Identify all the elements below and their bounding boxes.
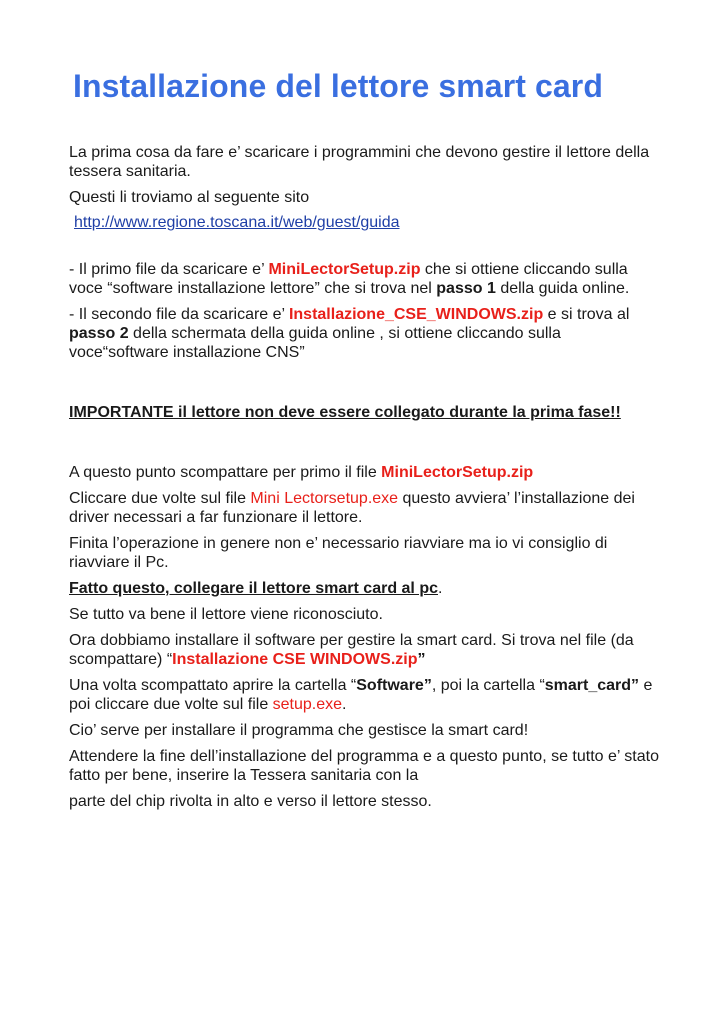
guide-link[interactable]: http://www.regione.toscana.it/web/guest/guida <box>74 214 400 231</box>
intro-paragraph: La prima cosa da fare e’ scaricare i programmini che devono gestire il lettore della tessera sanitaria. <box>69 144 650 180</box>
run-setup-paragraph: Cliccare due volte sul file Mini Lectorsetup.exe questo avviera’ l’installazione dei driver necessari a far funzionare il lettore. <box>69 490 635 526</box>
chip-orientation-paragraph: parte del chip rivolta in alto e verso il lettore stesso. <box>69 793 432 810</box>
guide-link-paragraph <box>69 213 661 232</box>
important-warning: IMPORTANTE il lettore non deve essere collegato durante la prima fase!! <box>69 404 621 421</box>
first-file-name: MiniLectorSetup.zip <box>268 261 421 278</box>
second-file-paragraph: - Il secondo file da scaricare e’ Installazione_CSE_WINDOWS.zip e si trova al passo 2 della schermata della guida online , si ottiene cliccando sulla voce“software installazione CNS” <box>69 306 630 361</box>
site-intro-paragraph: Questi li troviamo al seguente sito <box>69 189 310 206</box>
first-file-paragraph: - Il primo file da scaricare e’ MiniLectorSetup.zip che si ottiene cliccando sulla voce “software installazione lettore” che si trova nel passo 1 della guida online. <box>69 261 630 297</box>
install-software-paragraph: Ora dobbiamo installare il software per gestire la smart card. Si trova nel file (da scompattare) “Installazione CSE WINDOWS.zip” <box>69 632 634 668</box>
unzip-paragraph: A questo punto scompattare per primo il file MiniLectorSetup.zip <box>69 464 534 481</box>
setup-file-name: Mini Lectorsetup.exe <box>250 490 399 507</box>
document-body <box>69 143 661 811</box>
restart-paragraph: Finita l’operazione in genere non e’ necessario riavviare ma io vi consiglio di riavviare il Pc. <box>69 535 608 571</box>
open-folder-paragraph: Una volta scompattato aprire la cartella “Software”, poi la cartella “smart_card” e poi cliccare due volte sul file setup.exe. <box>69 677 653 713</box>
purpose-paragraph: Cio’ serve per installare il programma che gestisce la smart card! <box>69 722 529 739</box>
page-title: Installazione del lettore smart card <box>73 68 603 104</box>
software-file-name: Installazione CSE WINDOWS.zip <box>172 651 418 668</box>
unzip-file-name: MiniLectorSetup.zip <box>381 464 534 481</box>
connect-reader-paragraph: Fatto questo, collegare il lettore smart card al pc. <box>69 580 443 597</box>
setup-exe-name: setup.exe <box>272 696 343 713</box>
recognized-paragraph: Se tutto va bene il lettore viene riconosciuto. <box>69 606 383 623</box>
insert-card-paragraph: Attendere la fine dell’installazione del programma e a questo punto, se tutto e’ stato fatto per bene, inserire la Tessera sanitaria con la <box>69 748 659 784</box>
second-file-name: Installazione_CSE_WINDOWS.zip <box>288 306 544 323</box>
